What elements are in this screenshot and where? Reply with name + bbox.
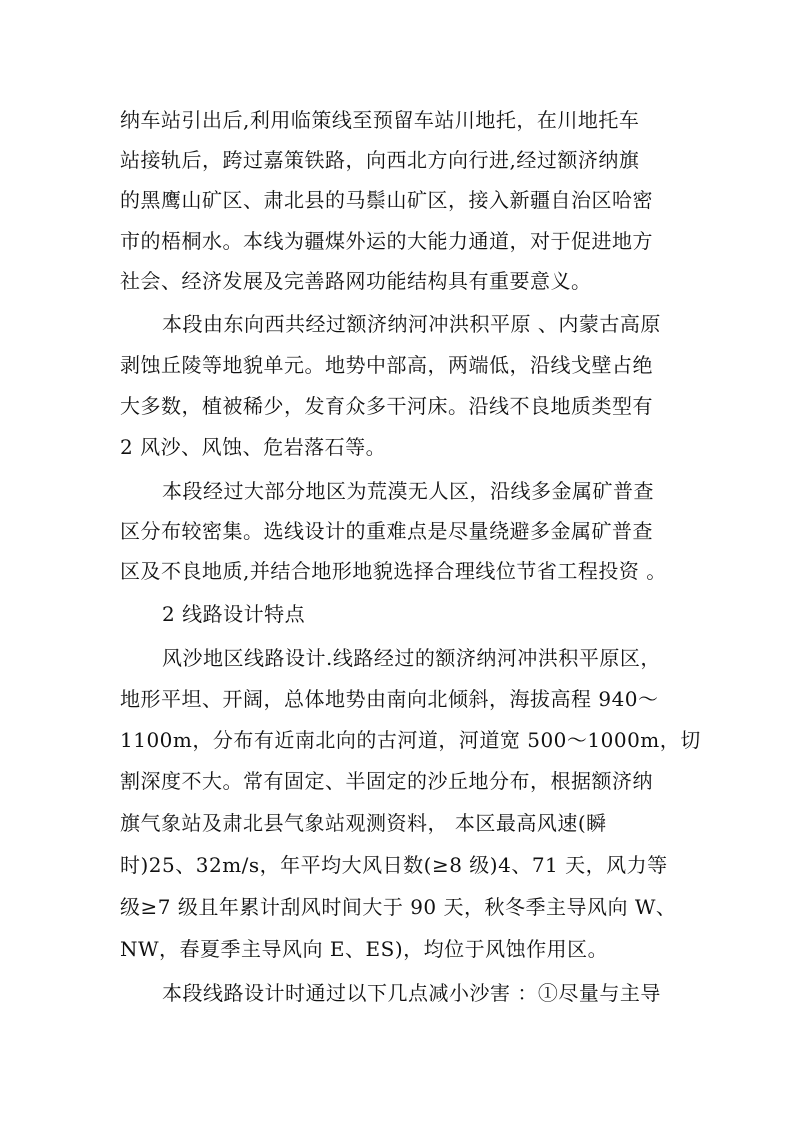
text-line-3: 的黑鹰山矿区、肃北县的马鬃山矿区，接入新疆自治区哈密 — [120, 188, 653, 212]
text-line-22: 本段线路设计时通过以下几点减小沙害 ：①尽量与主导 — [162, 981, 661, 1005]
text-line-16: 1100m，分布有近南北向的古河道，河道宽 500～1000m，切 — [120, 728, 701, 752]
text-line-9: 2 风沙、风蚀、危岩落石等。 — [120, 435, 387, 459]
text-line-10: 本段经过大部分地区为荒漠无人区，沿线多金属矿普查 — [162, 479, 654, 503]
text-line-12: 区及不良地质,并结合地形地貌选择合理线位节省工程投资 。 — [120, 559, 667, 583]
text-line-1: 纳车站引出后,利用临策线至预留车站川地托，在川地托车 — [120, 108, 640, 132]
text-line-15: 地形平坦、开阔，总体地势由南向北倾斜，海拔高程 940～ — [120, 687, 659, 711]
text-line-7: 剥蚀丘陵等地貌单元。地势中部高，两端低，沿线戈壁占绝 — [120, 353, 653, 377]
text-line-17: 割深度不大。常有固定、半固定的沙丘地分布，根据额济纳 — [120, 769, 653, 793]
text-line-2: 站接轨后，跨过嘉策铁路，向西北方向行进,经过额济纳旗 — [120, 148, 640, 172]
text-line-6: 本段由东向西共经过额济纳河冲洪积平原 、内蒙古高原 — [162, 312, 661, 336]
text-line-21: NW，春夏季主导风向 E、ES)，均位于风蚀作用区。 — [120, 937, 609, 961]
text-line-5: 社会、经济发展及完善路网功能结构具有重要意义。 — [120, 269, 592, 293]
text-line-11: 区分布较密集。选线设计的重难点是尽量绕避多金属矿普查 — [120, 519, 653, 543]
text-line-18: 旗气象站及肃北县气象站观测资料， 本区最高风速(瞬 — [120, 811, 607, 835]
section-heading: 2 线路设计特点 — [162, 602, 306, 626]
text-line-8: 大多数，植被稀少，发育众多干河床。沿线不良地质类型有 — [120, 394, 653, 418]
text-line-20: 级≥7 级且年累计刮风时间大于 90 天，秋冬季主导风向 W、 — [120, 895, 677, 919]
text-line-14: 风沙地区线路设计.线路经过的额济纳河冲洪积平原区， — [162, 646, 661, 670]
text-line-4: 市的梧桐水。本线为疆煤外运的大能力通道，对于促进地方 — [120, 229, 653, 253]
text-line-19: 时)25、32m/s，年平均大风日数(≥8 级)4、71 天，风力等 — [120, 853, 668, 877]
